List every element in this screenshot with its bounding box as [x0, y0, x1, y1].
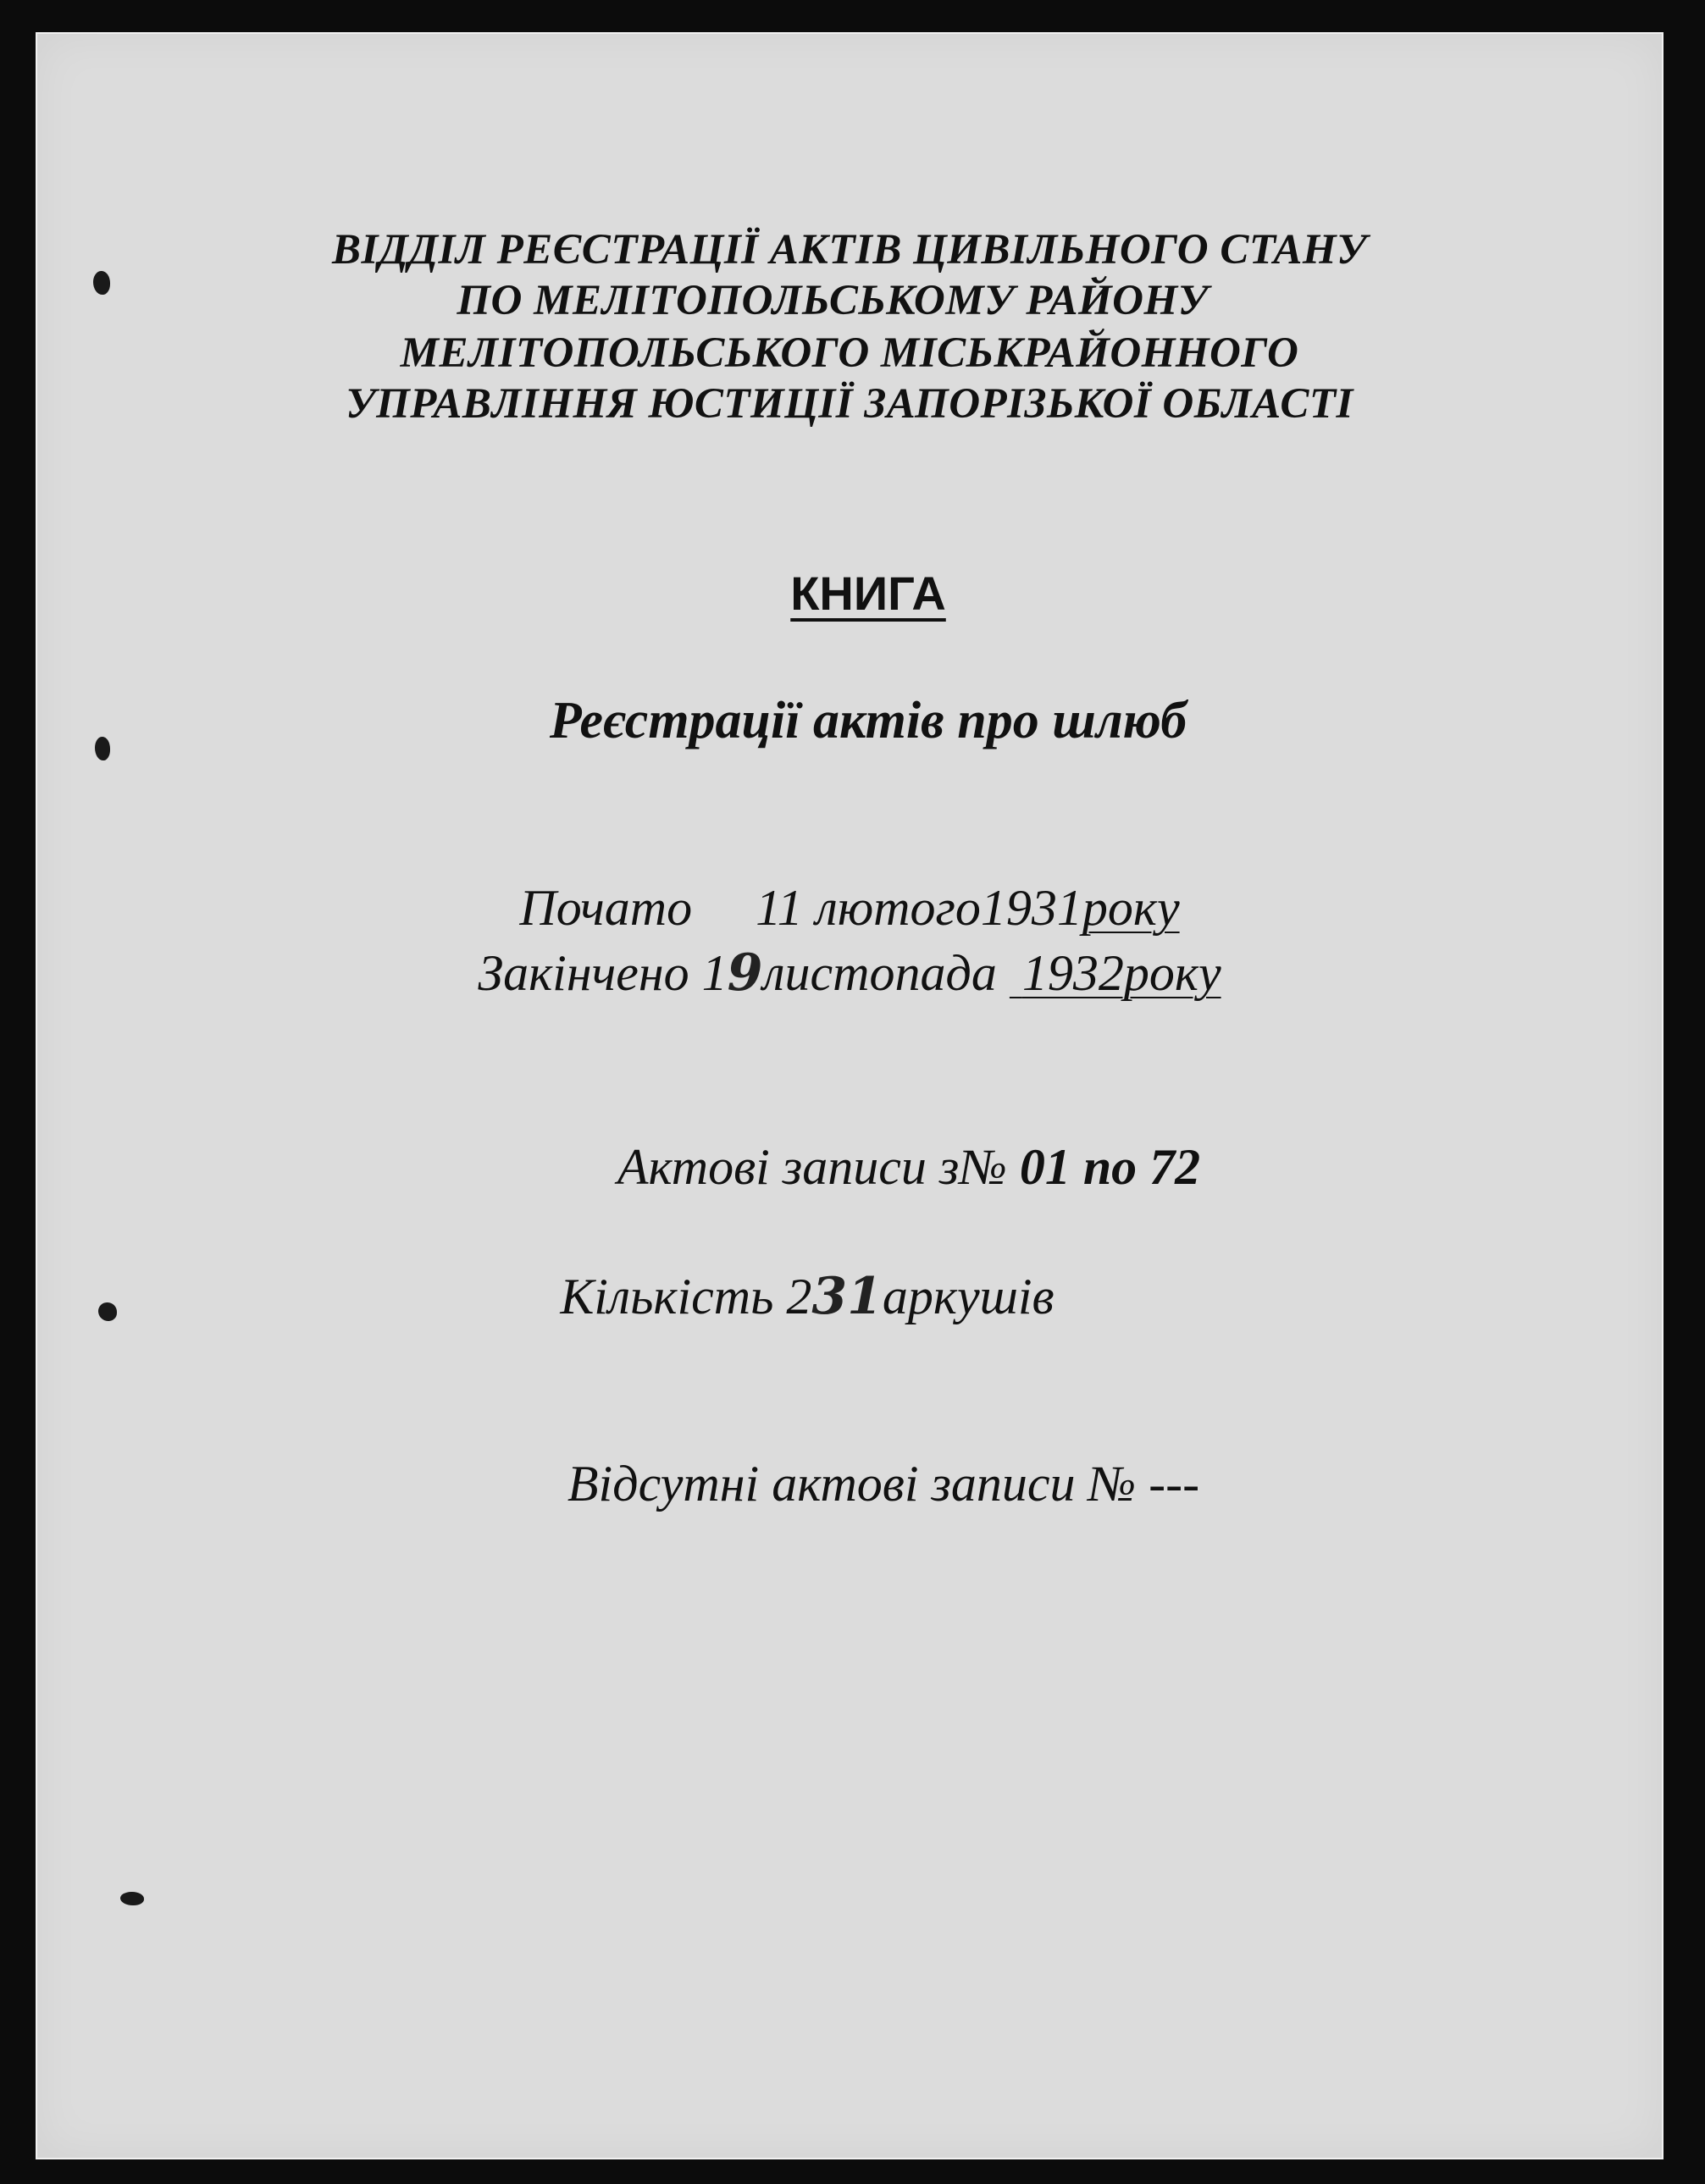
ended-day-printed: 1: [701, 945, 728, 1001]
header-line-3: МЕЛІТОПОЛЬСЬКОГО МІСЬКРАЙОННОГО: [400, 329, 1299, 377]
started-date: [36, 879, 1663, 937]
started-suffix: року: [1082, 880, 1180, 936]
records-prefix: Актові записи з№: [617, 1139, 1007, 1195]
ended-day-handwritten: 9: [727, 943, 763, 1003]
book-title: КНИГА: [790, 567, 946, 620]
ended-date: [36, 943, 1663, 1003]
started-day: 11: [756, 880, 803, 936]
header-line-4: УПРАВЛІННЯ ЮСТИЦІЇ ЗАПОРІЗЬКОЇ ОБЛАСТІ: [346, 380, 1353, 428]
binding-hole-4: [120, 1892, 144, 1905]
sheets-count-printed: 2: [786, 1269, 812, 1324]
missing-records: Відсутні актові записи № ---: [567, 1456, 1200, 1512]
ended-year: [1010, 945, 1221, 1001]
book-subtitle: Реєстрації актів про шлюб: [549, 692, 1187, 749]
paper-sheet: [36, 32, 1663, 2159]
header-line-2: ПО МЕЛІТОПОЛЬСЬКОМУ РАЙОНУ: [457, 277, 1209, 324]
records-range: [95, 1138, 1705, 1197]
ended-year-text: 1932року: [1021, 945, 1221, 1001]
sheets-count-handwritten-2: 1: [847, 1267, 883, 1326]
started-label: Почато: [519, 880, 693, 936]
ended-month: листопада: [762, 945, 997, 1001]
ended-label: Закінчено: [478, 945, 689, 1001]
records-range-value: 01 по 72: [1019, 1139, 1201, 1195]
started-month-year: лютого1931: [815, 880, 1082, 936]
sheets-count-handwritten-1: 3: [811, 1267, 848, 1326]
sheets-prefix: Кількість: [560, 1269, 774, 1324]
header-line-1: ВІДДІЛ РЕЄСТРАЦІЇ АКТІВ ЦИВІЛЬНОГО СТАНУ: [331, 226, 1367, 274]
sheets-suffix: аркушів: [882, 1269, 1055, 1324]
sheet-count: [0, 1267, 1621, 1326]
